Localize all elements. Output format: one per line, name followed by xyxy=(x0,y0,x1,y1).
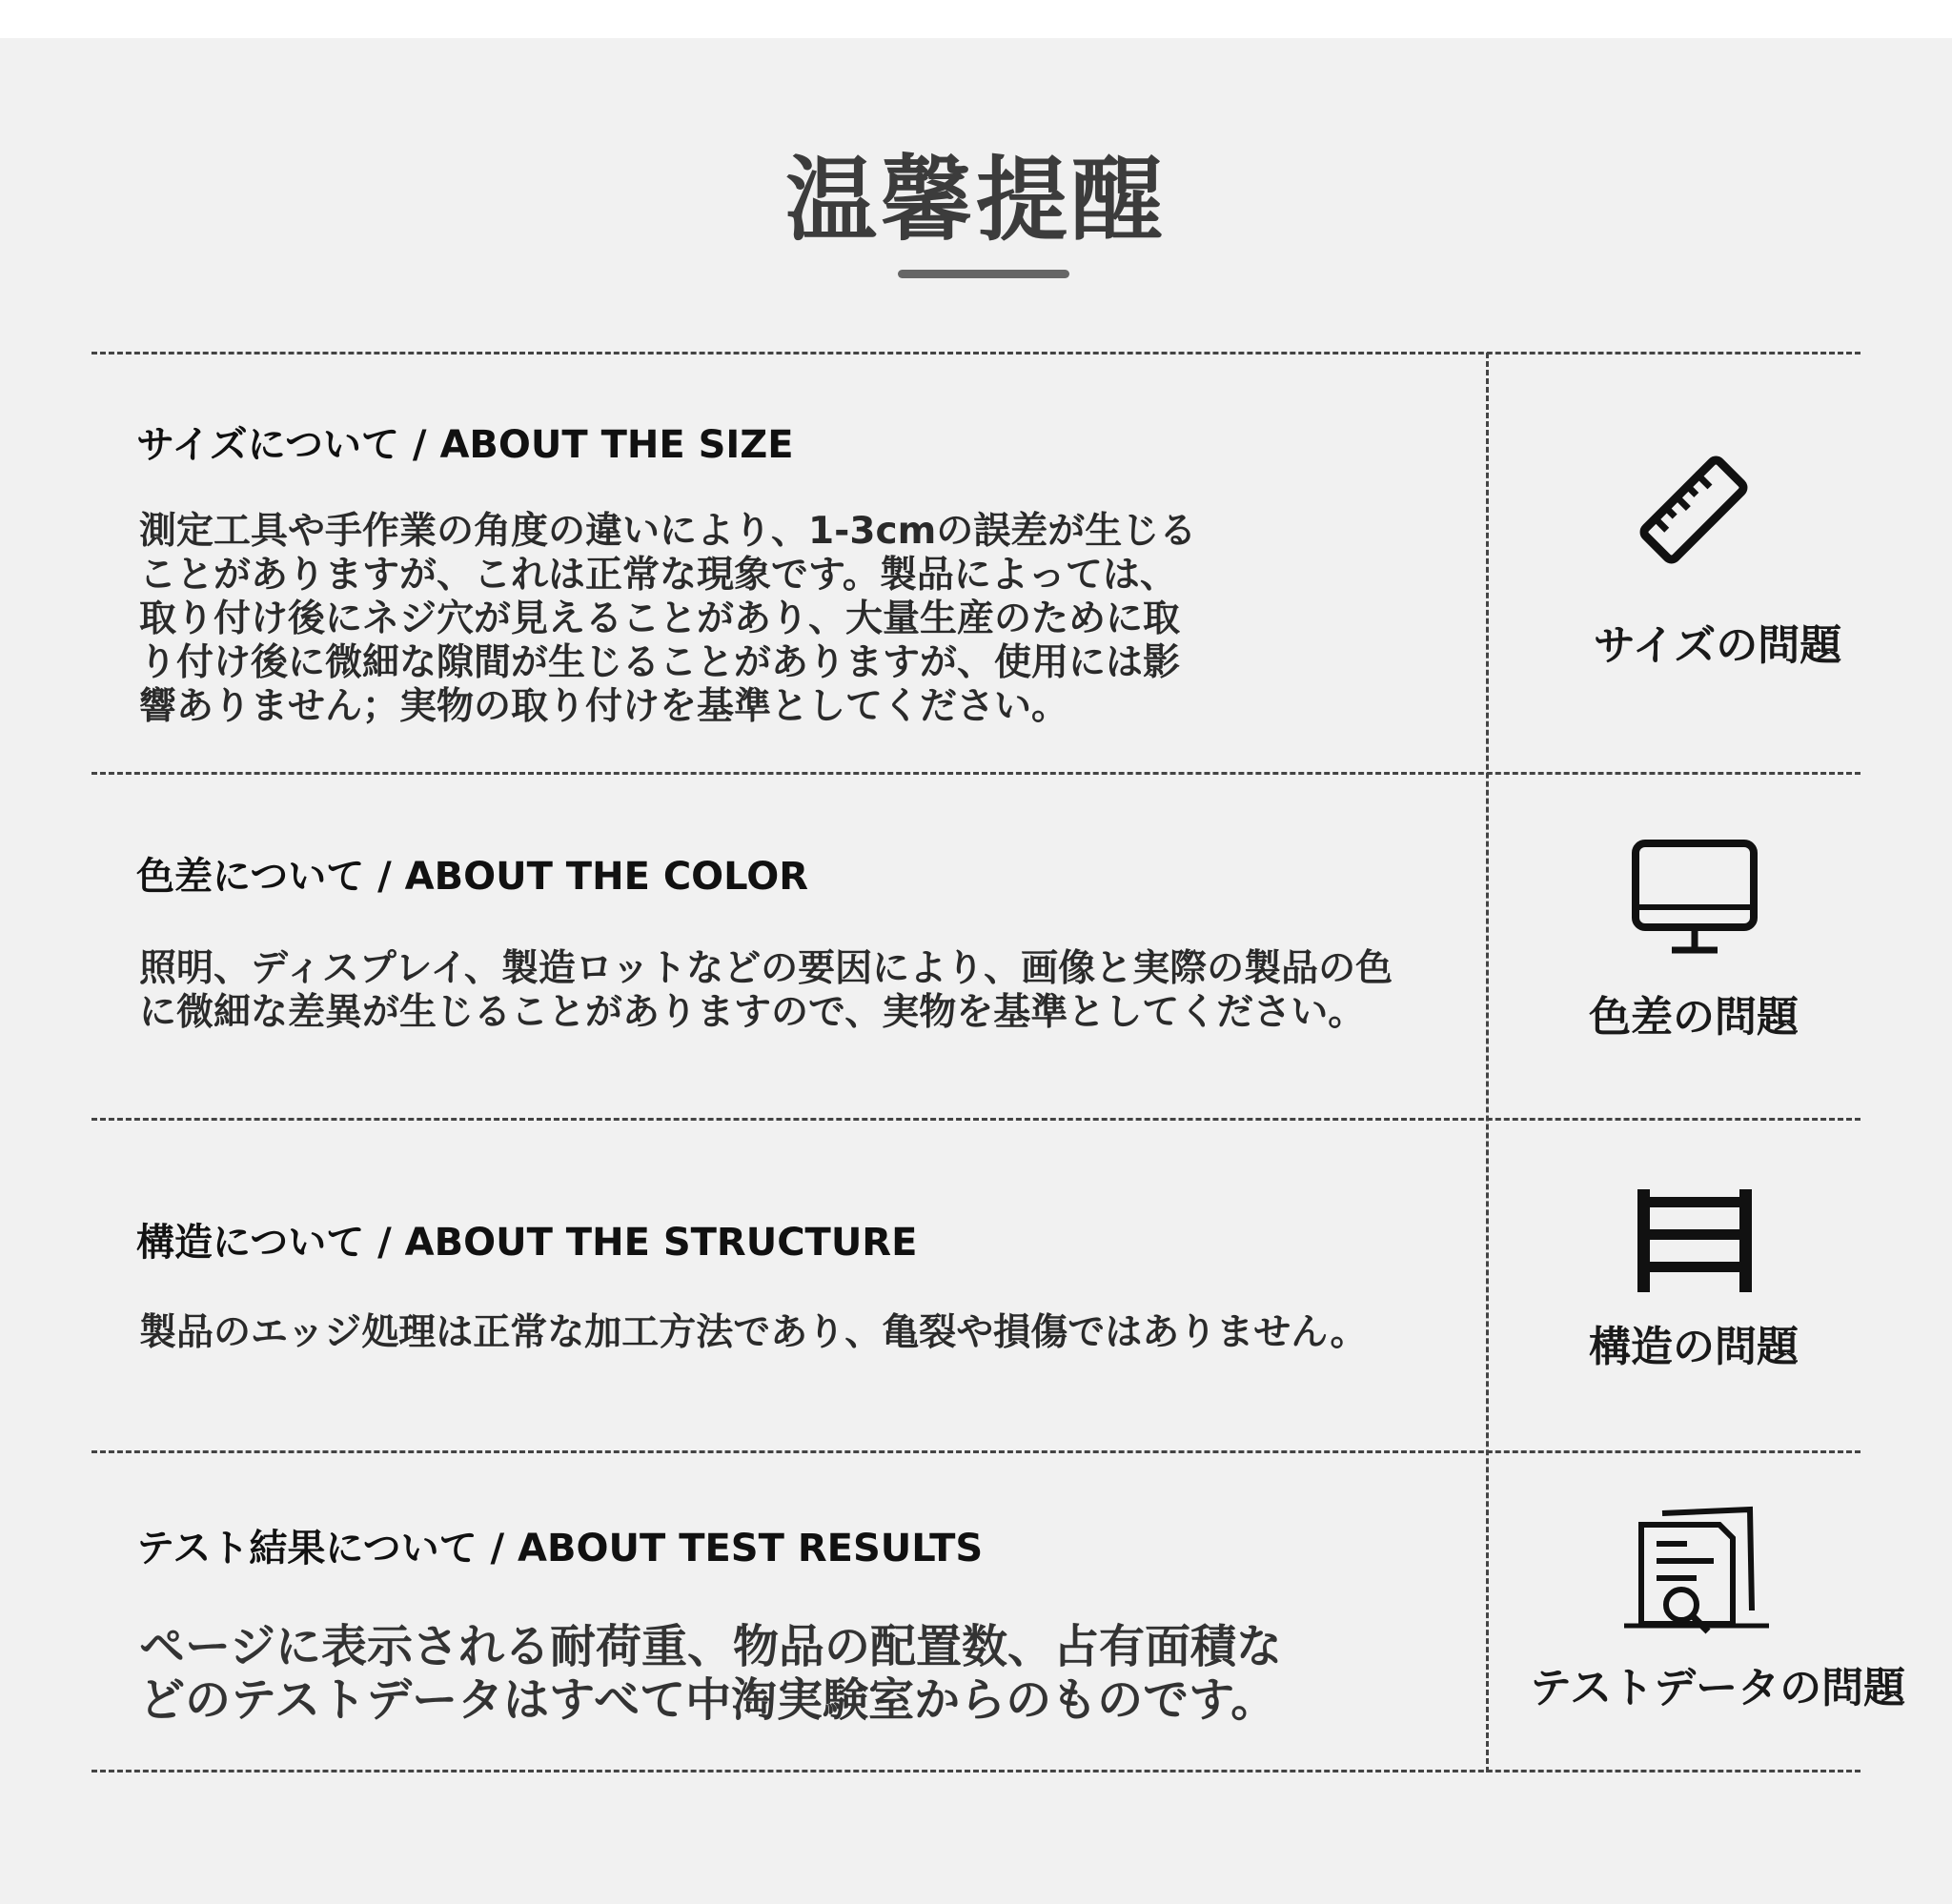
side-label-size: サイズの問題 xyxy=(1593,621,1842,670)
divider-bottom xyxy=(92,1770,1860,1772)
page-title: 温馨提醒 xyxy=(785,147,1167,253)
column-divider xyxy=(1486,353,1489,1772)
divider-1 xyxy=(92,772,1860,775)
monitor-icon xyxy=(1630,839,1759,959)
document-search-icon xyxy=(1620,1504,1773,1637)
side-label-test: テストデータの問題 xyxy=(1529,1664,1906,1712)
section-heading-color: 色差について / ABOUT THE COLOR xyxy=(136,855,809,899)
section-heading-structure: 構造について / ABOUT THE STRUCTURE xyxy=(136,1221,918,1265)
ruler-icon xyxy=(1632,448,1756,572)
side-label-structure: 構造の問題 xyxy=(1589,1323,1799,1371)
section-body-test: ページに表示される耐荷重、物品の配置数、占有面積な どのテストデータはすべて中淘実験室からのものです。 xyxy=(139,1620,1283,1727)
section-body-structure: 製品のエッジ処理は正常な加工方法であり、亀裂や損傷ではありません。 xyxy=(139,1311,1368,1354)
section-body-size: 測定工具や手作業の角度の違いにより、1-3cmの誤差が生じる ことがありますが、これは正常な現象です。製品によっては、 取り付け後にネジ穴が見えることがあり、大量生産のために取 り付け後に微細な隙間が生じることがありますが、使用には影 響ありません；実物の取り付けを基準としてください。 xyxy=(139,510,1197,728)
divider-top xyxy=(92,352,1860,354)
section-heading-size: サイズについて / ABOUT THE SIZE xyxy=(136,423,794,467)
title-underline xyxy=(898,270,1069,278)
divider-2 xyxy=(92,1118,1860,1121)
side-label-color: 色差の問題 xyxy=(1589,993,1799,1042)
divider-3 xyxy=(92,1450,1860,1453)
ladder-icon xyxy=(1636,1189,1754,1292)
section-body-color: 照明、ディスプレイ、製造ロットなどの要因により、画像と実際の製品の色 に微細な差異が生じることがありますので、実物を基準としてください。 xyxy=(139,947,1393,1034)
section-heading-test: テスト結果について / ABOUT TEST RESULTS xyxy=(136,1527,984,1570)
